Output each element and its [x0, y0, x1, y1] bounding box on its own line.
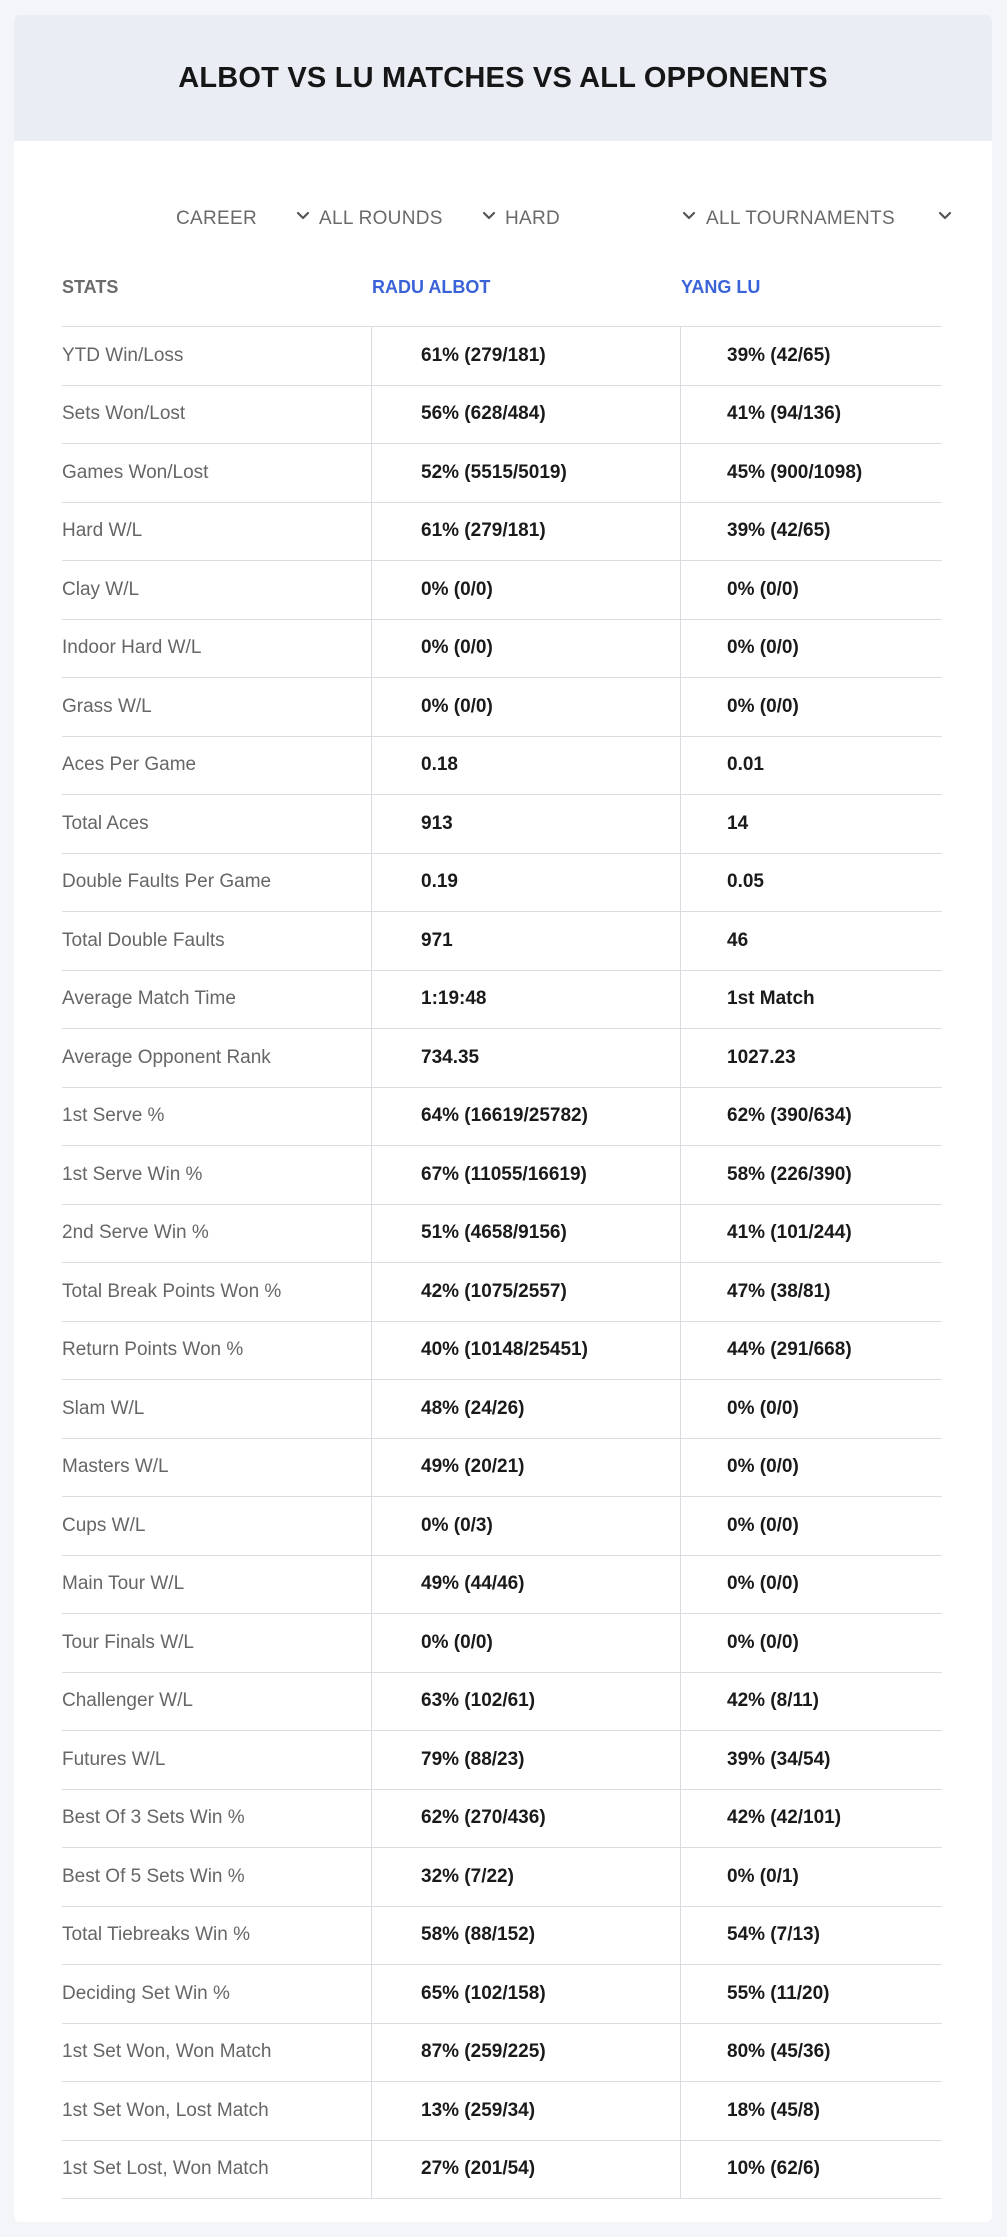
- player1-value: 62% (270/436): [372, 1790, 681, 1848]
- player1-value: 61% (279/181): [372, 503, 681, 561]
- player1-value: 40% (10148/25451): [372, 1322, 681, 1380]
- tournament-select[interactable]: [706, 189, 966, 249]
- player2-value: 39% (42/65): [727, 520, 831, 542]
- player1-value: 49% (44/46): [372, 1556, 681, 1614]
- surface-select[interactable]: [505, 189, 705, 249]
- stat-label: Grass W/L: [62, 678, 372, 736]
- chevron-down-icon: [682, 209, 696, 223]
- table-row: [62, 1790, 942, 1849]
- stat-label: Futures W/L: [62, 1731, 372, 1789]
- player1-value: 42% (1075/2557): [372, 1263, 681, 1321]
- player2-value: 47% (38/81): [727, 1280, 831, 1302]
- stat-label: 1st Set Lost, Won Match: [62, 2141, 372, 2199]
- stat-label: Aces Per Game: [62, 737, 372, 795]
- player2-value: 39% (34/54): [727, 1748, 831, 1770]
- table-row: [62, 1380, 942, 1439]
- player2-value: 42% (8/11): [727, 1690, 819, 1712]
- table-row: [62, 678, 942, 737]
- player2-value: 0% (0/0): [727, 637, 799, 659]
- player1-value: 0% (0/0): [372, 561, 681, 619]
- filter-bar: [14, 189, 992, 249]
- table-row: [62, 912, 942, 971]
- chevron-down-icon: [296, 209, 310, 223]
- stat-label: Total Tiebreaks Win %: [62, 1907, 372, 1965]
- stat-label: Best Of 3 Sets Win %: [62, 1790, 372, 1848]
- player2-value: 0% (0/0): [727, 1514, 799, 1536]
- player2-value: 0% (0/0): [727, 1456, 799, 1478]
- player1-value: 58% (88/152): [372, 1907, 681, 1965]
- chevron-down-icon: [938, 209, 952, 223]
- player1-value: 56% (628/484): [372, 386, 681, 444]
- stat-label: YTD Win/Loss: [62, 327, 372, 385]
- player1-value: 67% (11055/16619): [372, 1146, 681, 1204]
- player2-value: 45% (900/1098): [727, 461, 863, 483]
- stat-label: Average Match Time: [62, 971, 372, 1029]
- stat-label: Best Of 5 Sets Win %: [62, 1848, 372, 1906]
- table-row: [62, 1029, 942, 1088]
- stat-label: Indoor Hard W/L: [62, 620, 372, 678]
- player2-value: 41% (94/136): [727, 403, 842, 425]
- period-select[interactable]: [176, 189, 316, 249]
- player2-value: 54% (7/13): [727, 1924, 820, 1946]
- table-row: [62, 1322, 942, 1381]
- stat-label: 1st Serve %: [62, 1088, 372, 1146]
- round-select[interactable]: [319, 189, 499, 249]
- table-row: [62, 1907, 942, 1966]
- player1-value: 0.18: [372, 737, 681, 795]
- table-row: [62, 327, 942, 386]
- table-row: [62, 2141, 942, 2200]
- stat-label: Challenger W/L: [62, 1673, 372, 1731]
- player1-value: 32% (7/22): [372, 1848, 681, 1906]
- table-row: [62, 854, 942, 913]
- player2-value: 58% (226/390): [727, 1163, 852, 1185]
- table-row: [62, 561, 942, 620]
- table-header: [62, 249, 942, 327]
- stat-label: Total Break Points Won %: [62, 1263, 372, 1321]
- period-select-value: CAREER: [176, 208, 257, 229]
- player2-value: 0.05: [727, 871, 764, 893]
- player2-value: 0% (0/0): [727, 1573, 799, 1595]
- stats-table: [62, 249, 942, 2199]
- table-row: [62, 620, 942, 679]
- table-row: [62, 1497, 942, 1556]
- stat-label: Hard W/L: [62, 503, 372, 561]
- table-row: [62, 1439, 942, 1498]
- player1-value: 51% (4658/9156): [372, 1205, 681, 1263]
- stat-label: Cups W/L: [62, 1497, 372, 1555]
- player2-value: 0% (0/0): [727, 578, 799, 600]
- player1-value: 27% (201/54): [372, 2141, 681, 2199]
- table-row: [62, 1673, 942, 1732]
- player1-value: 48% (24/26): [372, 1380, 681, 1438]
- player1-value: 64% (16619/25782): [372, 1088, 681, 1146]
- player2-value: 0% (0/0): [727, 695, 799, 717]
- player1-value: 1:19:48: [372, 971, 681, 1029]
- column-header-stats: STATS: [62, 277, 119, 297]
- table-row: [62, 1965, 942, 2024]
- chevron-down-icon: [482, 209, 496, 223]
- player2-value: 0% (0/1): [727, 1865, 799, 1887]
- player1-value: 13% (259/34): [372, 2082, 681, 2140]
- stat-label: Masters W/L: [62, 1439, 372, 1497]
- player1-value: 0% (0/0): [372, 620, 681, 678]
- player1-value: 0% (0/0): [372, 678, 681, 736]
- table-row: [62, 1731, 942, 1790]
- player1-value: 49% (20/21): [372, 1439, 681, 1497]
- table-row: [62, 795, 942, 854]
- player2-value: 39% (42/65): [727, 344, 831, 366]
- stat-label: Average Opponent Rank: [62, 1029, 372, 1087]
- stat-label: Tour Finals W/L: [62, 1614, 372, 1672]
- player2-value: 42% (42/101): [727, 1807, 842, 1829]
- stat-label: Total Aces: [62, 795, 372, 853]
- stat-label: Sets Won/Lost: [62, 386, 372, 444]
- stat-label: Main Tour W/L: [62, 1556, 372, 1614]
- table-row: [62, 2024, 942, 2083]
- player1-value: 65% (102/158): [372, 1965, 681, 2023]
- player1-value: 87% (259/225): [372, 2024, 681, 2082]
- player2-value: 62% (390/634): [727, 1105, 852, 1127]
- stat-label: Deciding Set Win %: [62, 1965, 372, 2023]
- table-row: [62, 1205, 942, 1264]
- player2-value: 1027.23: [727, 1046, 796, 1068]
- stat-label: 1st Set Won, Won Match: [62, 2024, 372, 2082]
- player1-value: 971: [372, 912, 681, 970]
- player1-value: 913: [372, 795, 681, 853]
- player1-value: 0.19: [372, 854, 681, 912]
- table-row: [62, 444, 942, 503]
- table-row: [62, 2082, 942, 2141]
- round-select-value: ALL ROUNDS: [319, 208, 443, 229]
- table-row: [62, 1088, 942, 1147]
- surface-select-value: HARD: [505, 208, 561, 229]
- player2-value: 41% (101/244): [727, 1222, 852, 1244]
- stat-label: Games Won/Lost: [62, 444, 372, 502]
- stat-label: Total Double Faults: [62, 912, 372, 970]
- page-title: ALBOT VS LU MATCHES VS ALL OPPONENTS: [178, 61, 828, 94]
- stat-label: Slam W/L: [62, 1380, 372, 1438]
- stats-card: [14, 15, 992, 2222]
- table-row: [62, 503, 942, 562]
- player1-value: 63% (102/61): [372, 1673, 681, 1731]
- player1-value: 79% (88/23): [372, 1731, 681, 1789]
- card-header: [14, 15, 992, 141]
- player2-value: 46: [727, 929, 749, 951]
- column-header-player1[interactable]: RADU ALBOT: [372, 277, 491, 297]
- table-row: [62, 1146, 942, 1205]
- player2-value: 80% (45/36): [727, 2041, 831, 2063]
- stat-label: Clay W/L: [62, 561, 372, 619]
- table-row: [62, 737, 942, 796]
- table-row: [62, 386, 942, 445]
- player2-value: 10% (62/6): [727, 2158, 820, 2180]
- stat-label: 1st Serve Win %: [62, 1146, 372, 1204]
- player1-value: 52% (5515/5019): [372, 444, 681, 502]
- player2-value: 44% (291/668): [727, 1339, 852, 1361]
- player2-value: 55% (11/20): [727, 1982, 830, 2004]
- player2-value: 1st Match: [727, 988, 815, 1010]
- table-row: [62, 1848, 942, 1907]
- table-row: [62, 1614, 942, 1673]
- player1-value: 0% (0/0): [372, 1614, 681, 1672]
- stat-label: Double Faults Per Game: [62, 854, 372, 912]
- table-row: [62, 1556, 942, 1615]
- tournament-select-value: ALL TOURNAMENTS: [706, 208, 895, 229]
- stat-label: Return Points Won %: [62, 1322, 372, 1380]
- player2-value: 0% (0/0): [727, 1631, 799, 1653]
- player1-value: 0% (0/3): [372, 1497, 681, 1555]
- player2-value: 18% (45/8): [727, 2099, 820, 2121]
- player2-value: 0% (0/0): [727, 1397, 799, 1419]
- player1-value: 61% (279/181): [372, 327, 681, 385]
- stat-label: 1st Set Won, Lost Match: [62, 2082, 372, 2140]
- player2-value: 14: [727, 812, 749, 834]
- table-body: [62, 327, 942, 2199]
- table-row: [62, 1263, 942, 1322]
- player2-value: 0.01: [727, 754, 764, 776]
- table-row: [62, 971, 942, 1030]
- stat-label: 2nd Serve Win %: [62, 1205, 372, 1263]
- player1-value: 734.35: [372, 1029, 681, 1087]
- column-header-player2[interactable]: YANG LU: [681, 277, 761, 297]
